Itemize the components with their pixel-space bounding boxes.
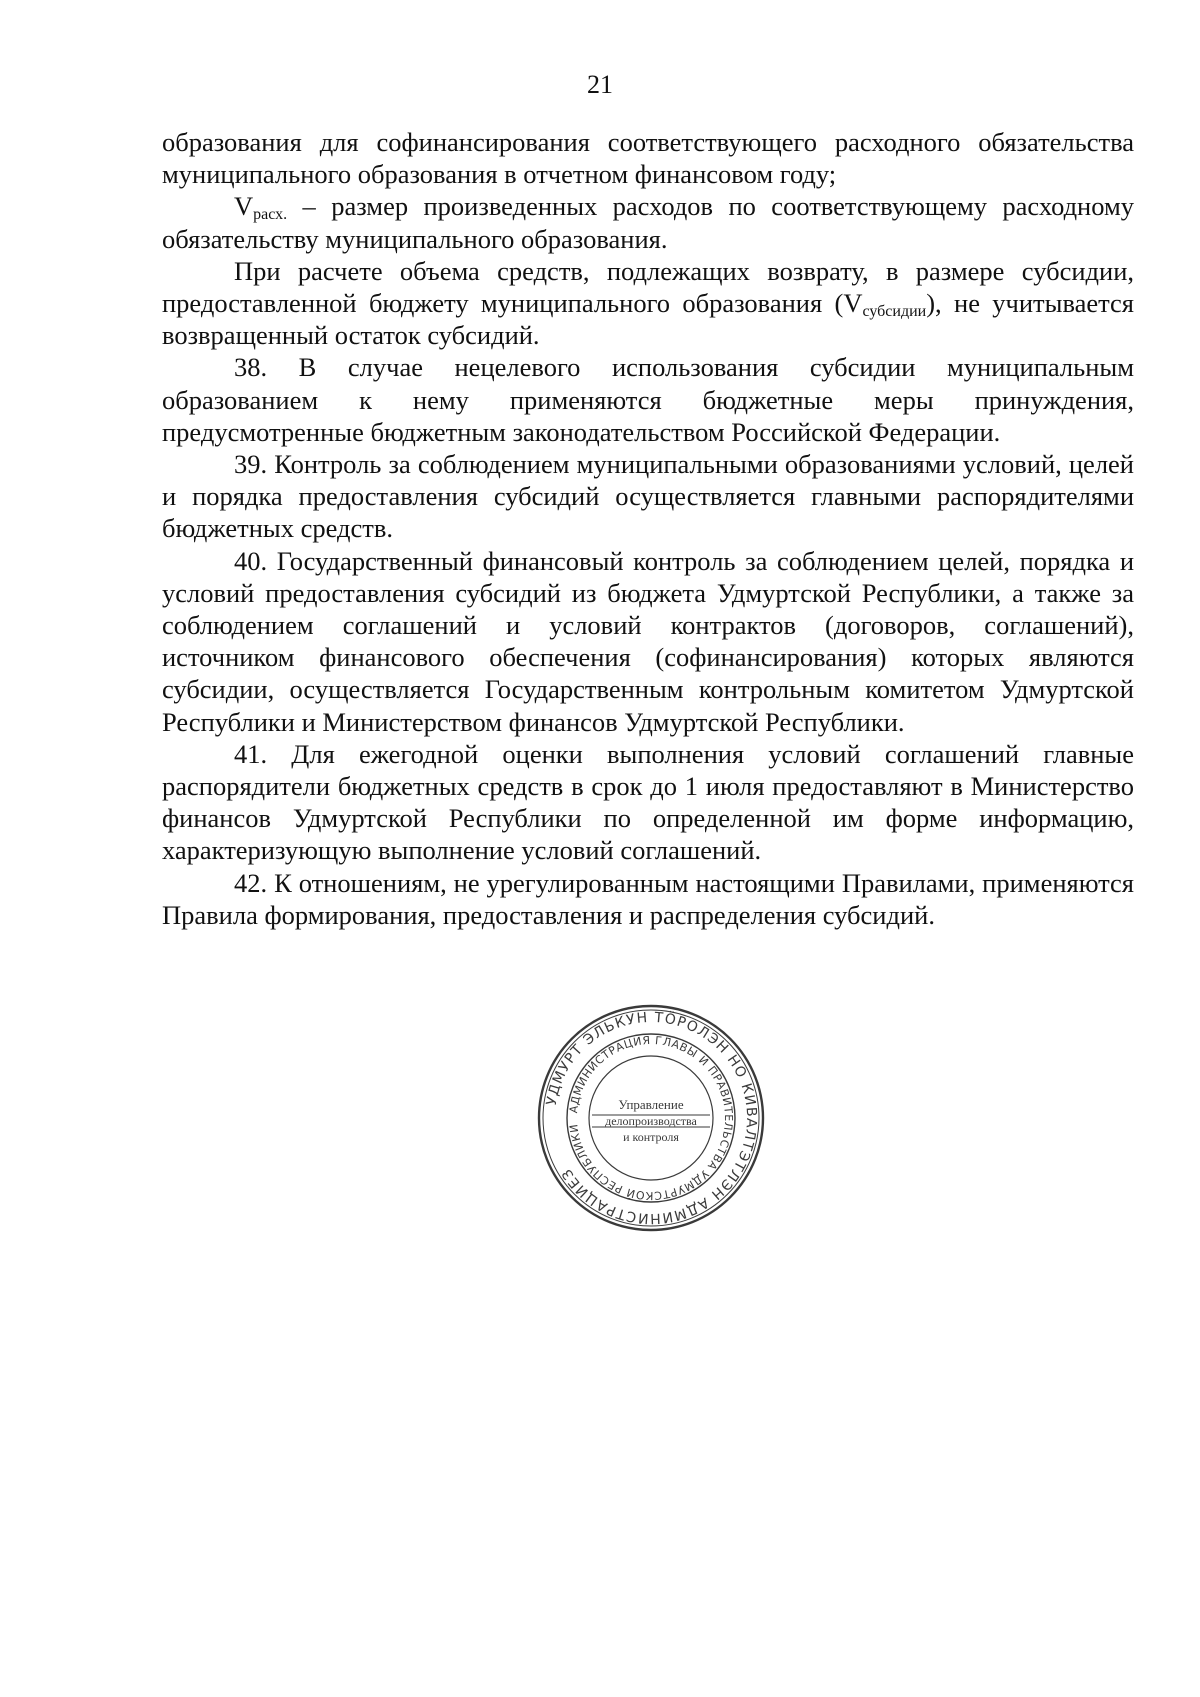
- calculation-note-part-b: ), не учитывается возвращенный остаток субсидий.: [162, 288, 1134, 351]
- page-number: 21: [587, 70, 613, 99]
- stamp-outer-text: УДМУРТ ЭЛЬКУН ТÖРОЛЭН НО КИВАЛТЭТЛЭН АДМИНИСТРАЦИЕЗ: [543, 1009, 760, 1227]
- paragraph-v-rash: [162, 190, 1134, 254]
- paragraph-39: 39. Контроль за соблюдением муниципальными образованиями условий, целей и порядка предоставления субсидий осуществляется главными распорядителями бюджетных средств.: [162, 449, 1134, 544]
- stamp-center-line-3: и контроля: [623, 1130, 679, 1144]
- document-body: [162, 126, 1134, 931]
- stamp-center-line-2: делопроизводства: [605, 1114, 697, 1128]
- v-rash-definition: – размер произведенных расходов по соответствующему расходному обязательству муниципального образования.: [162, 191, 1134, 254]
- paragraph-42: 42. К отношениям, не урегулированным настоящими Правилами, применяются Правила формирования, предоставления и распределения субсидий.: [162, 867, 1134, 930]
- stamp-seal-icon: [536, 1003, 766, 1233]
- v-rash-symbol: V: [234, 191, 254, 222]
- stamp-center-line-1: Управление: [618, 1097, 684, 1112]
- v-subsidy-subscript: субсидии: [862, 303, 927, 321]
- paragraph-continuation: образования для софинансирования соответствующего расходного обязательства муниципального образования в отчетном финансовом году;: [162, 127, 1134, 190]
- paragraph-41: 41. Для ежегодной оценки выполнения условий соглашений главные распорядители бюджетных средств в срок до 1 июля предоставляют в Министерство финансов Удмуртской Республики по определенной им форме информацию, характеризующую выполнение условий соглашений.: [162, 738, 1134, 866]
- v-rash-subscript: расх.: [253, 206, 288, 224]
- paragraph-40: 40. Государственный финансовый контроль за соблюдением целей, порядка и условий предоставления субсидий из бюджета Удмуртской Республики, а также за соблюдением соглашений и условий контрактов (договоров, соглашений), источником финансового обеспечения (софинансирования) которых являются субсидии, осуществляется Государственным контрольным комитетом Удмуртской Республики и Министерством финансов Удмуртской Республики.: [162, 545, 1134, 737]
- stamp-inner-text: АДМИНИСТРАЦИЯ ГЛАВЫ И ПРАВИТЕЛЬСТВА УДМУРТСКОЙ РЕСПУБЛИКИ: [567, 1033, 736, 1203]
- calculation-note-part-a: При расчете объема средств, подлежащих возврату, в размере субсидии, предоставленной бюджету муниципального образования (V: [162, 255, 1134, 319]
- official-stamp: [536, 1003, 766, 1233]
- paragraph-calculation-note: [162, 255, 1134, 352]
- paragraph-38: 38. В случае нецелевого использования субсидии муниципальным образованием к нему применяются бюджетные меры принуждения, предусмотренные бюджетным законодательством Российской Федерации.: [162, 352, 1134, 447]
